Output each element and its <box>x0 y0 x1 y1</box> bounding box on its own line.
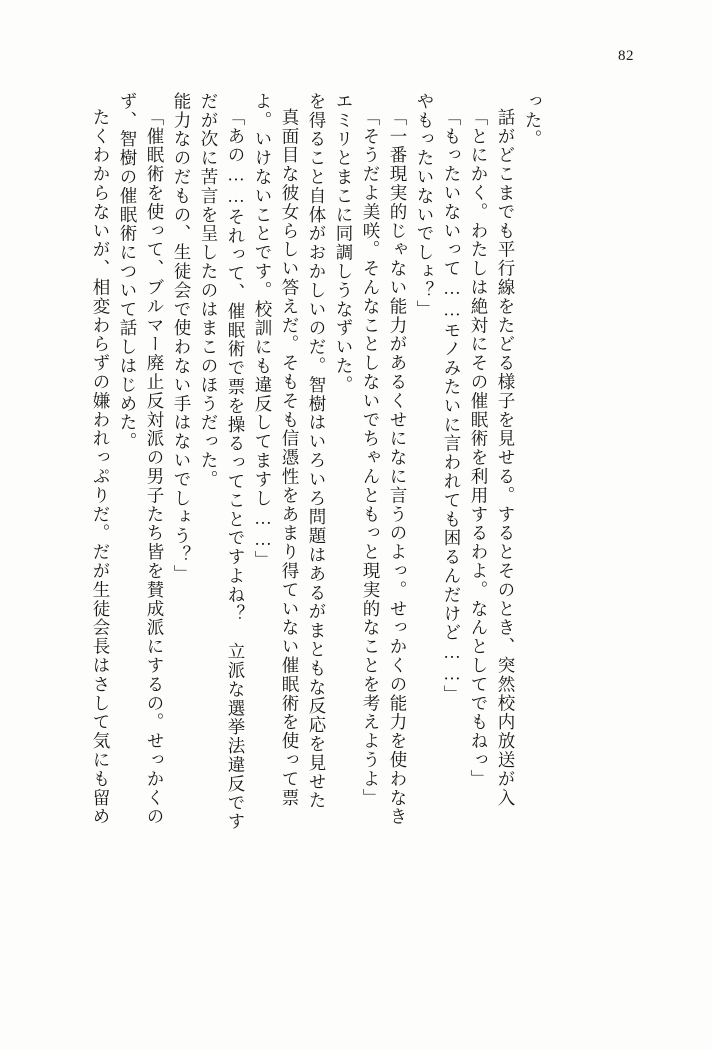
text-column: 「催眠術を使って、ブルマー廃止反対派の男子たち皆を賛成派にするの。せっかくの <box>145 108 165 827</box>
page-number: 82 <box>618 48 634 64</box>
vertical-text-block <box>82 92 642 972</box>
text-column: だが次に苦言を呈したのはまこのほうだった。 <box>199 92 219 489</box>
text-column: エミリとまこに同調しうなずいた。 <box>334 92 354 395</box>
text-column: 「あの……それって、催眠術で票を操るってことですよね？ 立派な選挙法違反です <box>226 108 246 832</box>
text-column: 真面目な彼女らしい答えだ。そもそも信憑性をあまり得ていない催眠術を使って票 <box>280 108 300 808</box>
text-column: を得ること自体がおかしいのだ。智樹はいろいろ問題はあるがまともな反応を見せた <box>307 92 327 811</box>
text-column: 「そうだよ美咲。そんなことしないでちゃんともっと現実的なことを考えようよ」 <box>361 108 381 808</box>
text-column: った。 <box>523 92 543 149</box>
text-column: 話がどこまでも平行線をたどる様子を見せる。するとそのとき、突然校内放送が入 <box>496 108 516 808</box>
text-column: たくわからないが、相変わらずの嫌われっぷりだ。だが生徒会長はさして気にも留め <box>91 108 111 827</box>
text-column: 「もったいないって……モノみたいに言われても困るんだけど……」 <box>442 108 462 704</box>
text-column: 能力なのだもの、生徒会で使わない手はないでしょう？」 <box>172 92 192 584</box>
text-column: よ。いけないことです。校訓にも違反してますし……」 <box>253 92 273 570</box>
text-column: やもったいないでしょ？」 <box>415 92 435 319</box>
text-column: 「一番現実的じゃない能力があるくせになに言うのよっ。せっかくの能力を使わなき <box>388 108 408 827</box>
text-column: ず、智樹の催眠術について話しはじめた。 <box>118 92 138 452</box>
text-column: 「とにかく。わたしは絶対にその催眠術を利用するわよ。なんとしてでもねっ」 <box>469 108 489 789</box>
